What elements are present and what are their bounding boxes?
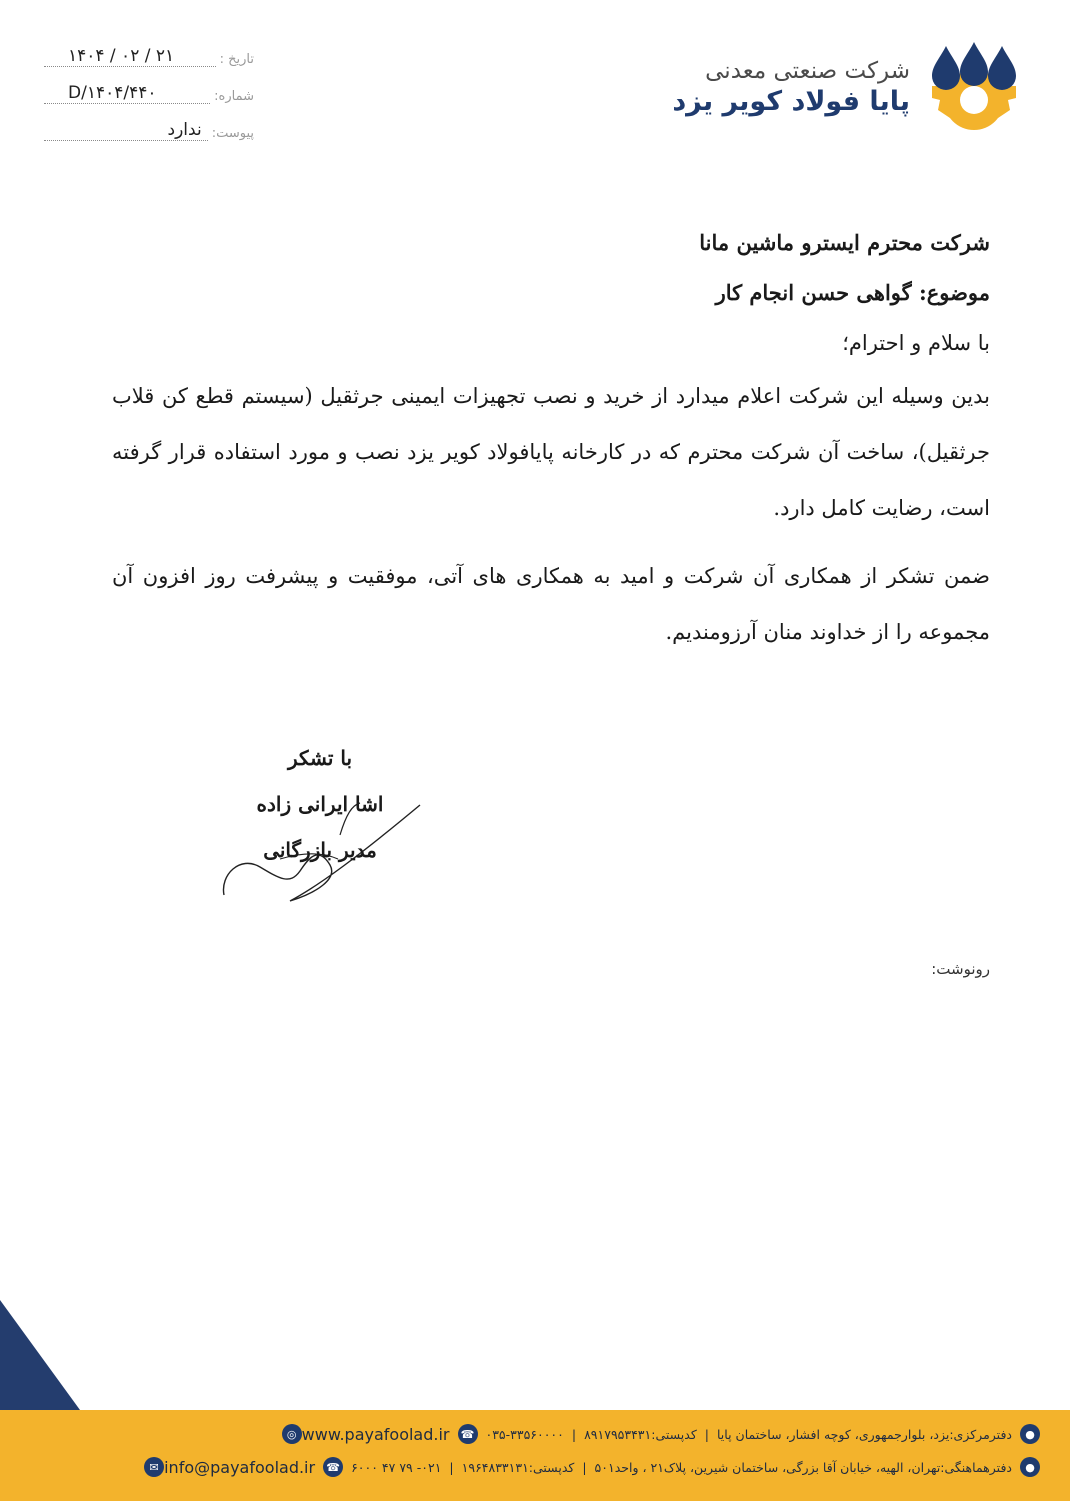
- letter-meta: [44, 30, 254, 141]
- coord-address: دفترهماهنگی:تهران، الهیه، خیابان آقا بزرگی، ساختمان شیرین، پلاک۲۱ ، واحد۵۰۱: [594, 1459, 1012, 1475]
- letter-body: [112, 218, 990, 660]
- salutation: با سلام و احترام؛: [842, 331, 990, 355]
- coord-postal: کدپستی:۱۹۶۴۸۳۳۱۳۱: [461, 1459, 575, 1475]
- number-row: [44, 67, 254, 104]
- attachment-row: [44, 104, 254, 141]
- gear-drops-logo-icon: [924, 38, 1024, 138]
- subject: موضوع: گواهی حسن انجام کار: [715, 280, 990, 305]
- date-value: ۱۴۰۴ / ۰۲ / ۲۱: [44, 46, 216, 67]
- number-label: شماره:: [214, 89, 254, 104]
- closing: با تشکر: [287, 746, 353, 770]
- number-value: D/۱۴۰۴/۴۴۰: [44, 83, 210, 104]
- email-link[interactable]: info@payafoolad.ir: [164, 1457, 316, 1477]
- coord-phone: ۰۲۱- ۷۹ ۴۷ ۶۰۰۰: [351, 1459, 442, 1475]
- footer-row-coord: [55, 1452, 1040, 1482]
- signer-title: مدیر بازرگانی: [263, 838, 377, 862]
- divider: |: [449, 1459, 454, 1475]
- cc-label: رونوشت:: [931, 960, 990, 978]
- attachment-value: ندارد: [44, 120, 208, 141]
- date-row: [44, 30, 254, 67]
- date-label: تاریخ :: [219, 52, 254, 67]
- company-logo: [672, 38, 1024, 138]
- footer-row-hq: [55, 1419, 1040, 1449]
- logo-line1: شرکت صنعتی معدنی: [705, 58, 910, 84]
- phone-icon: ☎: [323, 1457, 343, 1477]
- signature-block: [220, 735, 420, 905]
- phone-icon: ☎: [458, 1424, 478, 1444]
- website-link[interactable]: www.payafoolad.ir: [301, 1424, 450, 1444]
- divider: |: [571, 1426, 577, 1442]
- mail-icon: ✉: [144, 1457, 164, 1477]
- divider: |: [704, 1426, 709, 1442]
- logo-line2: پایا فولاد کویر یزد: [672, 86, 910, 117]
- location-pin-icon: ●: [1020, 1424, 1040, 1444]
- paragraph-2: ضمن تشکر از همکاری آن شرکت و امید به همکاری های آتی، موفقیت و پیشرفت روز افزون آن مجموعه را از خداوند منان آرزومندیم.: [112, 564, 990, 644]
- location-pin-icon: ●: [1020, 1457, 1040, 1477]
- hq-address: دفترمرکزی:یزد، بلوارجمهوری، کوچه افشار، ساختمان پایا: [717, 1426, 1012, 1442]
- attachment-label: پیوست:: [211, 126, 254, 141]
- hq-postal: کدپستی:۸۹۱۷۹۵۳۴۳۱: [584, 1426, 697, 1442]
- globe-icon: ◎: [282, 1424, 302, 1444]
- recipient: شرکت محترم ایسترو ماشین مانا: [699, 230, 990, 255]
- logo-text: [672, 57, 910, 119]
- divider: |: [582, 1459, 587, 1475]
- hq-phone: ۰۳۵-۳۳۵۶۰۰۰۰: [485, 1426, 564, 1442]
- signer-name: اشا ایرانی زاده: [256, 792, 384, 816]
- paragraph-1: بدین وسیله این شرکت اعلام میدارد از خرید و نصب تجهیزات ایمینی جرثقیل (سیستم قطع کن قلاب جرثقیل)، ساخت آن شرکت محترم که در کارخانه پایافولاد کویر یزد نصب و مورد استفاده قرار گرفته است، رضایت کامل دارد.: [112, 384, 990, 520]
